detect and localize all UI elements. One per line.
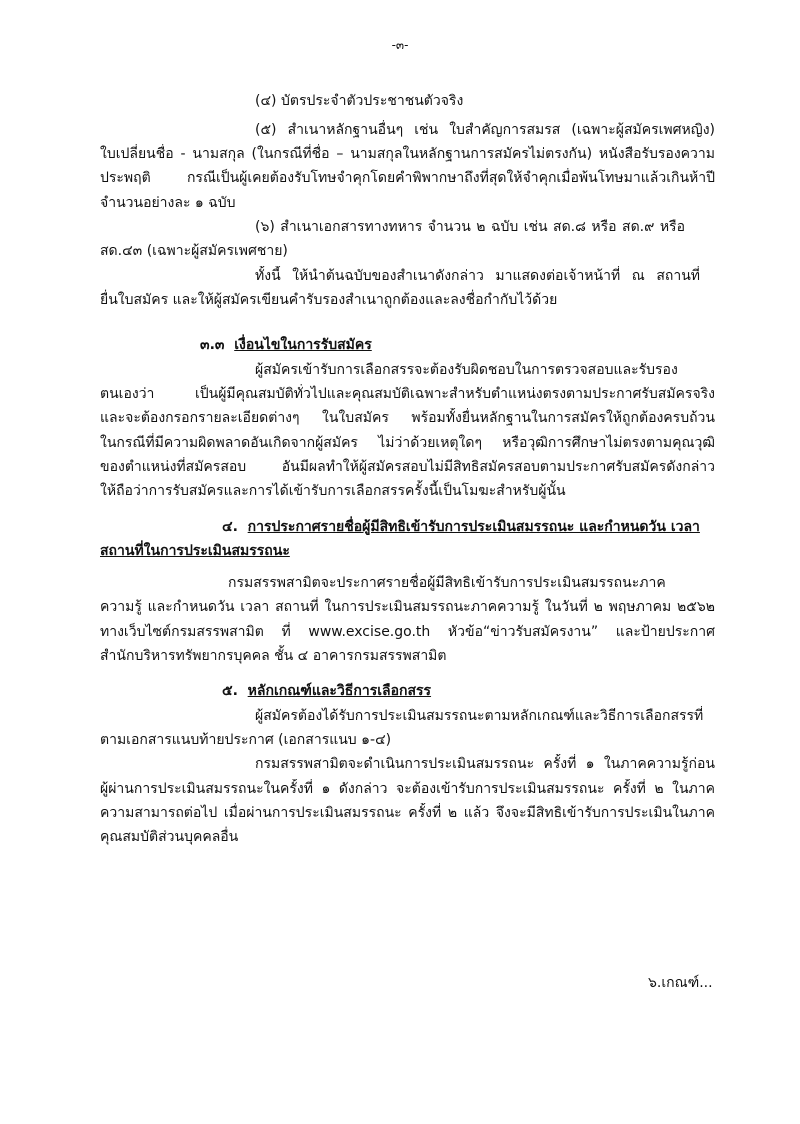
section-3-3-heading — [200, 335, 372, 356]
item-5-line: (๕) สำเนาหลักฐานอื่นๆ เช่น ใบสำคัญการสมรส (เฉพาะผู้สมัครเพศหญิง) — [255, 122, 715, 138]
note-line: ทั้งนี้ ให้นำต้นฉบับของสำเนาดังกล่าว มาแสดงต่อเจ้าหน้าที่ ณ สถานที่ — [255, 268, 700, 284]
paragraph-line: และจะต้องกรอกรายละเอียดต่างๆ ในใบสมัคร พร้อมทั้งยื่นหลักฐานในการสมัครให้ถูกต้องครบถ้วน — [100, 410, 715, 426]
item-5-line: จำนวนอย่างละ ๑ ฉบับ — [100, 195, 236, 211]
section-5-heading — [222, 681, 431, 702]
section-title-continued: สถานที่ในการประเมินสมรรถนะ — [100, 543, 290, 559]
paragraph-line: ตนเองว่า เป็นผู้มีคุณสมบัติทั่วไปและคุณสมบัติเฉพาะสำหรับตำแหน่งตรงตามประกาศรับสมัครจริง — [100, 386, 715, 402]
section-number: ๔. — [222, 519, 238, 535]
paragraph-line: ผู้สมัครต้องได้รับการประเมินสมรรถนะตามหลักเกณฑ์และวิธีการเลือกสรรที่ — [255, 708, 704, 724]
paragraph-line: ความรู้ และกำหนดวัน เวลา สถานที่ ในการประเมินสมรรถนะภาคความรู้ ในวันที่ ๒ พฤษภาคม ๒๕๖๒ — [100, 599, 715, 615]
paragraph-line: สำนักบริหารทรัพยากรบุคคล ชั้น ๔ อาคารกรมสรรพสามิต — [100, 648, 447, 664]
paragraph-line: ในกรณีที่มีความผิดพลาดอันเกิดจากผู้สมัคร ไม่ว่าด้วยเหตุใดๆ หรือวุฒิการศึกษาไม่ตรงตามคุณวุฒิ — [100, 435, 715, 451]
item-4: (๔) บัตรประจำตัวประชาชนตัวจริง — [255, 93, 464, 109]
item-5-line: ประพฤติ กรณีเป็นผู้เคยต้องรับโทษจำคุกโดยคำพิพากษาถึงที่สุดให้จำคุกเมื่อพ้นโทษมาแล้วเกินห้าปี — [100, 170, 715, 186]
paragraph-line: ให้ถือว่าการรับสมัครและการได้เข้ารับการเลือกสรรครั้งนี้เป็นโมฆะสำหรับผู้นั้น — [100, 483, 566, 499]
paragraph-line: กรมสรรพสามิตจะดำเนินการประเมินสมรรถนะ ครั้งที่ ๑ ในภาคความรู้ก่อน — [255, 756, 715, 772]
paragraph-line: กรมสรรพสามิตจะประกาศรายชื่อผู้มีสิทธิเข้ารับการประเมินสมรรถนะภาค — [228, 575, 666, 591]
paragraph-line: คุณสมบัติส่วนบุคคลอื่น — [100, 829, 239, 845]
section-title: การประกาศรายชื่อผู้มีสิทธิเข้ารับการประเมินสมรรถนะ และกำหนดวัน เวลา — [247, 519, 700, 535]
note-line: ยื่นใบสมัคร และให้ผู้สมัครเขียนคำรับรองสำเนาถูกต้องและลงชื่อกำกับไว้ด้วย — [100, 292, 558, 308]
paragraph-line: ผู้ผ่านการประเมินสมรรถนะในครั้งที่ ๑ ดังกล่าว จะต้องเข้ารับการประเมินสมรรถนะ ครั้งที่ ๒ ในภาค — [100, 781, 715, 797]
section-4-heading — [222, 517, 700, 538]
paragraph-line: ตามเอกสารแนบท้ายประกาศ (เอกสารแนบ ๑-๔) — [100, 732, 392, 748]
paragraph-line: ผู้สมัครเข้ารับการเลือกสรรจะต้องรับผิดชอบในการตรวจสอบและรับรอง — [255, 362, 678, 378]
item-6-line: สด.๔๓ (เฉพาะผู้สมัครเพศชาย) — [100, 243, 288, 259]
page-continuation: ๖.เกณฑ์... — [648, 975, 713, 991]
section-number: ๓.๓ — [200, 337, 225, 353]
paragraph-line: ของตำแหน่งที่สมัครสอบ อันมีผลทำให้ผู้สมัครสอบไม่มีสิทธิสมัครสอบตามประกาศรับสมัครดังกล่าว — [100, 459, 715, 475]
paragraph-line: ความสามารถต่อไป เมื่อผ่านการประเมินสมรรถนะ ครั้งที่ ๒ แล้ว จึงจะมีสิทธิเข้ารับการประเมินในภาค — [100, 805, 715, 821]
section-title: หลักเกณฑ์และวิธีการเลือกสรร — [247, 683, 432, 699]
section-number: ๕. — [222, 683, 238, 699]
item-5-line: ใบเปลี่ยนชื่อ - นามสกุล (ในกรณีที่ชื่อ – นามสกุลในหลักฐานการสมัครไม่ตรงกัน) หนังสือรับรองความ — [100, 146, 715, 162]
paragraph-line: ทางเว็บไซต์กรมสรรพสามิต ที่ www.excise.go.th หัวข้อ“ข่าวรับสมัครงาน” และป้ายประกาศ — [100, 624, 715, 640]
page-number: -๓- — [391, 38, 409, 52]
section-title: เงื่อนไขในการรับสมัคร — [234, 337, 372, 353]
item-6-line: (๖) สำเนาเอกสารทางทหาร จำนวน ๒ ฉบับ เช่น สด.๘ หรือ สด.๙ หรือ — [255, 219, 685, 235]
